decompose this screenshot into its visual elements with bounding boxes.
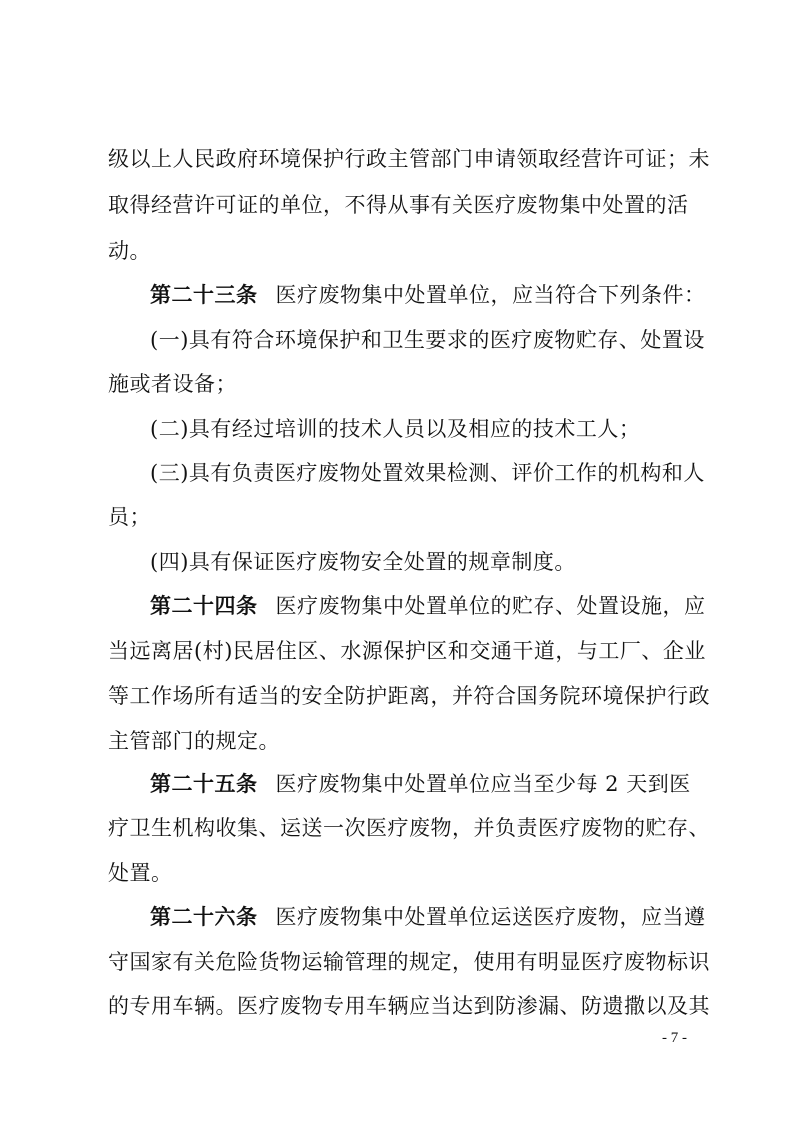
text-line: (一)具有符合环境保护和卫生要求的医疗废物贮存、处置设 xyxy=(150,328,705,352)
article-heading: 第二十四条 xyxy=(150,594,258,618)
article-heading: 第二十六条 xyxy=(150,905,258,929)
text-line: (四)具有保证医疗废物安全处置的规章制度。 xyxy=(150,550,576,574)
text-line: 级以上人民政府环境保护行政主管部门申请领取经营许可证；未 xyxy=(108,147,710,171)
text-line: 处置。 xyxy=(108,861,173,885)
text-line: 动。 xyxy=(108,239,151,263)
text-line: 主管部门的规定。 xyxy=(108,729,280,753)
text-line: 当远离居(村)民居住区、水源保护区和交通干道，与工厂、企业 xyxy=(108,639,706,663)
text-line: 疗卫生机构收集、运送一次医疗废物，并负责医疗废物的贮存、 xyxy=(108,816,710,840)
page-number: - 7 - xyxy=(662,1030,687,1046)
text-line: (三)具有负责医疗废物处置效果检测、评价工作的机构和人 xyxy=(150,461,705,485)
article-heading: 第二十五条 xyxy=(150,772,258,796)
text-line: 守国家有关危险货物运输管理的规定，使用有明显医疗废物标识 xyxy=(108,950,710,974)
article-25-line: 第二十五条 医疗废物集中处置单位应当至少每 2 天到医 xyxy=(150,772,691,796)
text-line: 的专用车辆。医疗废物专用车辆应当达到防渗漏、防遗撒以及其 xyxy=(108,994,710,1018)
text-line: 等工作场所有适当的安全防护距离，并符合国务院环境保护行政 xyxy=(108,684,710,708)
article-23-line: 第二十三条 医疗废物集中处置单位，应当符合下列条件： xyxy=(150,283,706,307)
text-line: 施或者设备； xyxy=(108,372,237,396)
article-heading: 第二十三条 xyxy=(150,283,258,307)
article-26-line: 第二十六条 医疗废物集中处置单位运送医疗废物，应当遵 xyxy=(150,905,706,929)
article-24-line: 第二十四条 医疗废物集中处置单位的贮存、处置设施，应 xyxy=(150,594,706,618)
text-line: (二)具有经过培训的技术人员以及相应的技术工人； xyxy=(150,417,641,441)
text-line: 取得经营许可证的单位，不得从事有关医疗废物集中处置的活 xyxy=(108,193,689,217)
text-line: 员； xyxy=(108,505,151,529)
